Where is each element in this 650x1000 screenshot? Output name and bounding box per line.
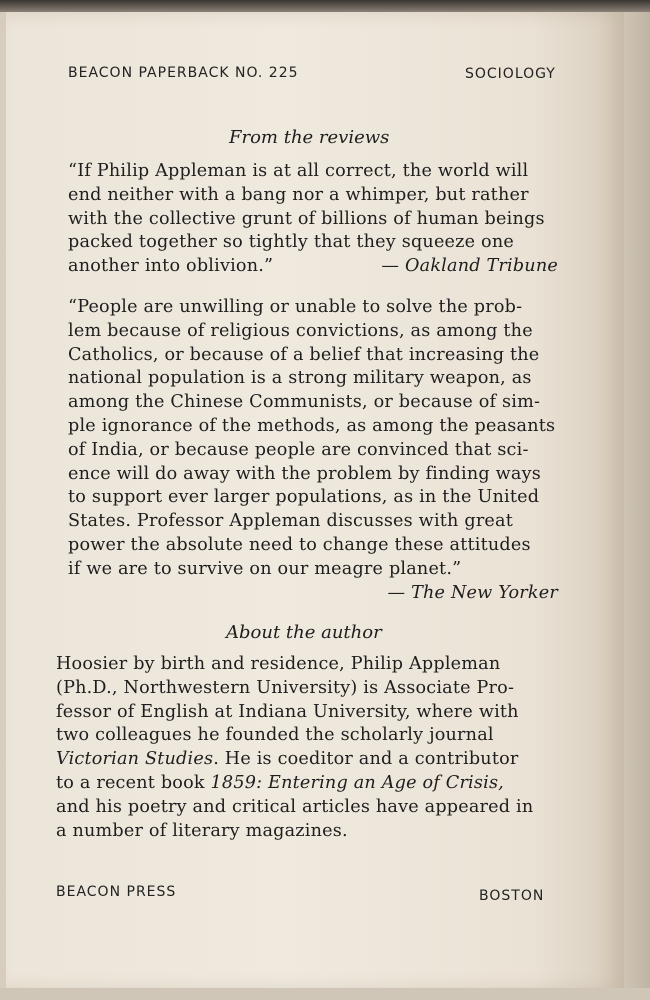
review-new-yorker bbox=[68, 296, 558, 605]
author-bio bbox=[56, 653, 556, 843]
reviews-heading: From the reviews bbox=[229, 127, 390, 148]
subject-category: SOCIOLOGY bbox=[465, 66, 556, 82]
cover-top-edge bbox=[0, 0, 650, 12]
review-oakland-tribune bbox=[68, 160, 558, 279]
bio-line: a number of literary magazines. bbox=[56, 820, 348, 841]
review-line: end neither with a bang nor a whimper, but rather bbox=[68, 184, 529, 205]
series-number: BEACON PAPERBACK NO. 225 bbox=[68, 65, 299, 81]
review-line: “People are unwilling or unable to solve the prob- bbox=[68, 297, 523, 317]
review-line: to support ever larger populations, as in the United bbox=[68, 487, 540, 508]
bio-line: and his poetry and critical articles have appeared in bbox=[56, 796, 534, 817]
publisher-name: BEACON PRESS bbox=[56, 884, 177, 900]
review-line: of India, or because people are convinced that sci- bbox=[68, 439, 529, 460]
bio-line-book bbox=[56, 772, 556, 796]
bio-line: (Ph.D., Northwestern University) is Associate Pro- bbox=[56, 677, 515, 698]
source-dash: — bbox=[381, 256, 405, 277]
review-line: power the absolute need to change these attitudes bbox=[68, 534, 531, 555]
review-line: another into oblivion.” bbox=[68, 256, 274, 277]
review-line: “If Philip Appleman is at all correct, the world will bbox=[68, 161, 529, 181]
bio-line: two colleagues he founded the scholarly journal bbox=[56, 725, 494, 746]
review-line: packed together so tightly that they squeeze one bbox=[68, 232, 514, 253]
journal-title: Victorian Studies bbox=[56, 749, 214, 770]
review-line: among the Chinese Communists, or because of sim- bbox=[68, 392, 541, 413]
review-line: ple ignorance of the methods, as among the peasants bbox=[68, 415, 556, 436]
review-line: Catholics, or because of a belief that increasing the bbox=[68, 344, 540, 365]
source-dash: — bbox=[387, 582, 412, 603]
review-line: ence will do away with the problem by finding ways bbox=[68, 463, 541, 484]
journal-after: . He is coeditor and a contributor bbox=[213, 749, 519, 770]
review-source bbox=[381, 255, 558, 279]
review-line: national population is a strong military weapon, as bbox=[68, 368, 532, 389]
book-before: to a recent book bbox=[56, 772, 211, 793]
review-line: lem because of religious convictions, as among the bbox=[68, 320, 533, 341]
about-author-heading: About the author bbox=[226, 622, 382, 643]
bio-line-journal bbox=[56, 748, 556, 772]
source-name: The New Yorker bbox=[411, 582, 558, 603]
bio-line: fessor of English at Indiana University, where with bbox=[56, 701, 519, 722]
publisher-city: BOSTON bbox=[479, 888, 545, 904]
cover-bottom-edge bbox=[0, 988, 650, 1000]
review-line: States. Professor Appleman discusses with great bbox=[68, 511, 514, 532]
source-name: Oakland Tribune bbox=[405, 256, 558, 277]
cover-spine-edge bbox=[624, 12, 650, 1000]
review-line: if we are to survive on our meagre planet.” bbox=[68, 558, 462, 579]
review-last-row bbox=[68, 255, 558, 279]
book-title: 1859: Entering an Age of Crisis, bbox=[210, 772, 504, 793]
bio-line: Hoosier by birth and residence, Philip Appleman bbox=[56, 654, 501, 674]
review-source bbox=[68, 582, 558, 606]
review-line: with the collective grunt of billions of human beings bbox=[68, 208, 545, 229]
